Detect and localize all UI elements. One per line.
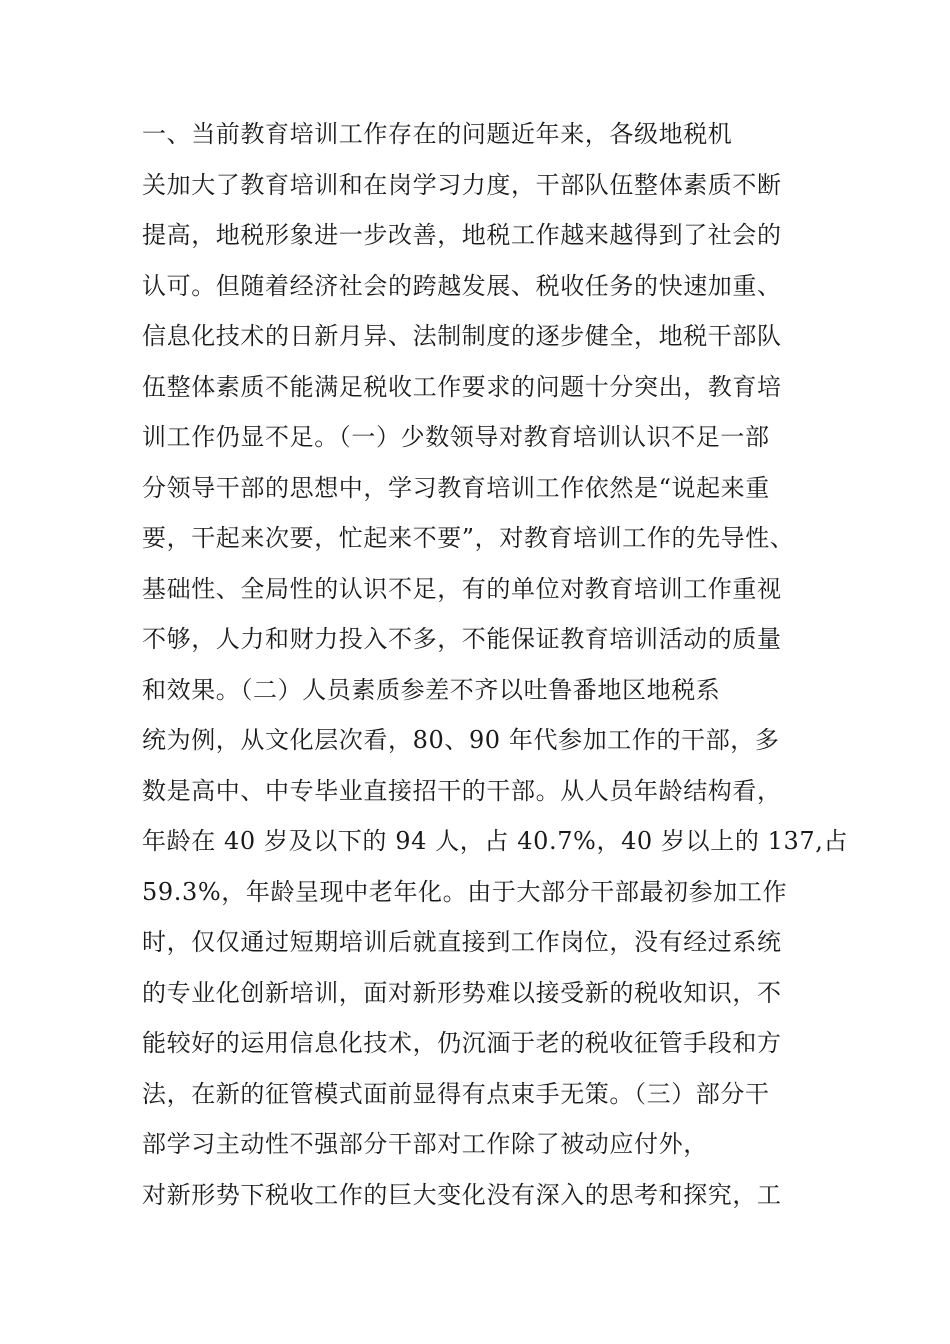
text-line: 信息化技术的日新月异、法制制度的逐步健全，地税干部队 (142, 322, 782, 350)
text-line: 部学习主动性不强部分干部对工作除了被动应付外， (142, 1130, 708, 1158)
text-line: 和效果。（二）人员素质参差不齐以吐鲁番地区地税系 (142, 675, 721, 704)
text-line: 不够，人力和财力投入不多，不能保证教育培训活动的质量 (142, 625, 782, 653)
text-line: 关加大了教育培训和在岗学习力度，干部队伍整体素质不断 (142, 170, 782, 199)
text-line: 训工作仍显不足。（一）少数领导对教育培训认识不足一部 (142, 423, 770, 451)
text-line: 伍整体素质不能满足税收工作要求的问题十分突出，教育培 (142, 372, 782, 401)
text-line: 基础性、全局性的认识不足，有的单位对教育培训工作重视 (142, 574, 782, 603)
text-line: 认可。但随着经济社会的跨越发展、税收任务的快速加重、 (142, 271, 782, 300)
text-line: 59.3%，年龄呈现中老年化。由于大部分干部最初参加工作 (142, 877, 788, 906)
text-line: 提高，地税形象进一步改善，地税工作越来越得到了社会的 (142, 221, 782, 249)
text-line: 统为例，从文化层次看，80、90 年代参加工作的干部，多 (142, 726, 780, 754)
text-line: 法，在新的征管模式面前显得有点束手无策。（三）部分干 (142, 1079, 770, 1108)
text-line: 的专业化创新培训，面对新形势难以接受新的税收知识，不 (142, 978, 782, 1007)
text-line: 对新形势下税收工作的巨大变化没有深入的思考和探究，工 (142, 1180, 782, 1209)
text-line: 分领导干部的思想中，学习教育培训工作依然是“说起来重 (142, 473, 770, 502)
text-line: 年龄在 40 岁及以下的 94 人，占 40.7%，40 岁以上的 137,占 (142, 827, 849, 855)
text-line: 时，仅仅通过短期培训后就直接到工作岗位，没有经过系统 (142, 928, 782, 956)
text-line: 数是高中、中专毕业直接招干的干部。从人员年龄结构看， (142, 776, 782, 805)
text-line: 能较好的运用信息化技术，仍沉湎于老的税收征管手段和方 (142, 1029, 782, 1057)
text-line: 一、当前教育培训工作存在的问题近年来，各级地税机 (142, 120, 733, 148)
document-body (142, 114, 849, 1225)
text-line: 要，干起来次要，忙起来不要”，对教育培训工作的先导性、 (142, 524, 795, 552)
